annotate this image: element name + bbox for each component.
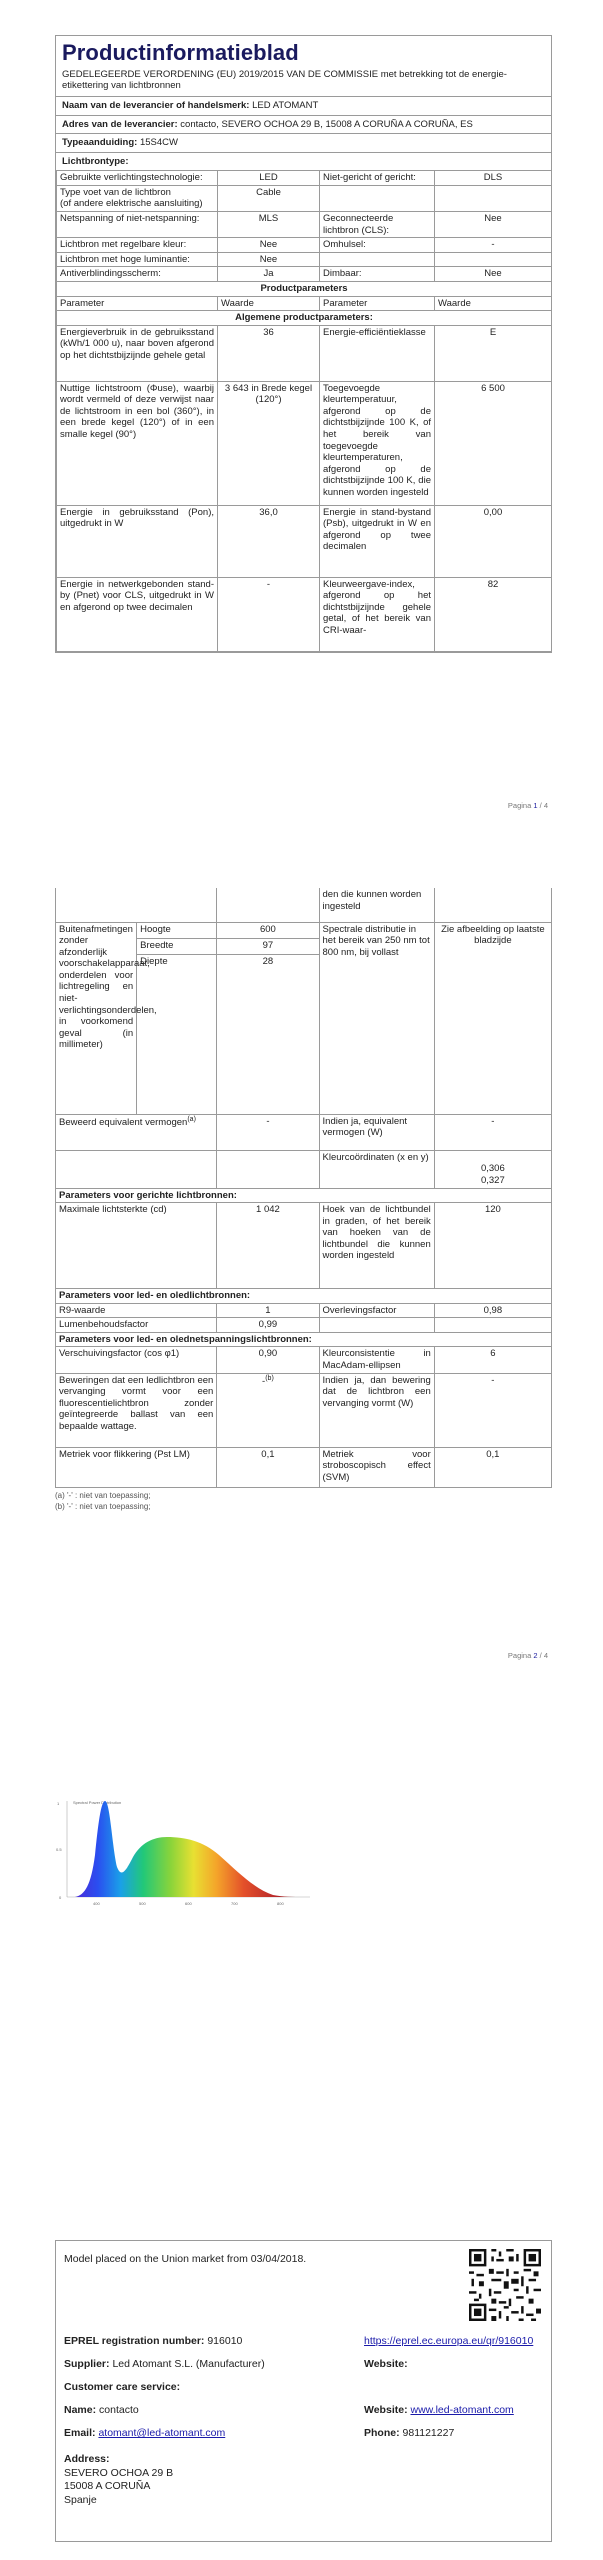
eprel-label: EPREL registration number:: [64, 2335, 205, 2347]
name-value: contacto: [99, 2404, 139, 2416]
supplier-label: Naam van de leverancier of handelsmerk:: [62, 99, 250, 111]
parameters-table-continued: [55, 888, 552, 1488]
chromaticity-y: 0,327: [480, 1174, 505, 1186]
x-tick: 800: [277, 1901, 284, 1906]
cell-value: 0,00: [435, 505, 552, 577]
page-current: 1: [533, 801, 538, 810]
cell-label: Nuttige lichtstroom (Φuse), waarbij wordt vermeld of deze verwijst naar de lichtstroom in een bol (360°), in een brede kegel (120°) of in een smalle kegel (90°): [57, 381, 218, 505]
cap-label: Type voet van de lichtbron: [60, 186, 171, 198]
contact-name: [64, 2404, 139, 2417]
chromaticity-label: Kleurcoördinaten (x en y): [319, 1150, 434, 1188]
width-label: Breedte: [137, 938, 217, 954]
cap-label-2: (of andere elektrische aansluiting): [60, 198, 203, 210]
col-header-value: Waarde: [218, 296, 320, 311]
cell-label: Maximale lichtsterkte (cd): [56, 1203, 217, 1289]
cell-label: Gebruikte verlichtingstechnologie:: [57, 171, 218, 186]
cell-empty: [320, 185, 435, 211]
cell-value: 3 643 in Brede kegel (120°): [218, 381, 320, 505]
cell-value: 0,1: [434, 1447, 551, 1487]
address-row: [56, 116, 551, 135]
eq-label-text: Beweerd equivalent vermogen: [59, 1116, 188, 1128]
cell-value: Ja: [218, 267, 320, 282]
col-header-parameter: Parameter: [57, 296, 218, 311]
x-tick: 600: [185, 1901, 192, 1906]
address-value: contacto, SEVERO OCHOA 29 B, 15008 A CORUÑA A CORUÑA, ES: [180, 118, 473, 130]
col-header-value: Waarde: [435, 296, 552, 311]
cell-label: Kleurweergave-index, afgerond op het dichtstbijzijnde gehele getal, of het bereik van CRI-waar-: [320, 577, 435, 651]
cell-label: Energieverbruik in de gebruiksstand (kWh/1 000 u), naar boven afgerond op het dichtstbijzijnde gehele getal: [57, 325, 218, 381]
cell-label: Indien ja, equivalent vermogen (W): [319, 1114, 434, 1150]
cell-empty: [56, 888, 217, 922]
x-tick: 400: [93, 1901, 100, 1906]
cell-value: [217, 1373, 319, 1447]
supplier-website: [364, 2358, 408, 2371]
website-link[interactable]: www.led-atomant.com: [410, 2404, 514, 2416]
website-label: Website:: [364, 2358, 408, 2370]
cell-value: Nee: [435, 212, 552, 238]
spectrum-curve: [75, 1801, 303, 1897]
page-total: 4: [543, 1651, 548, 1660]
cell-label: Dimbaar:: [320, 267, 435, 282]
model-value: 15S4CW: [139, 137, 178, 149]
cell-empty: [56, 1150, 217, 1188]
cell-label: Energie in stand-bystand (Psb), uitgedrukt in W en afgerond op twee decimalen: [320, 505, 435, 577]
phone-value: 981121227: [402, 2427, 455, 2439]
page-label: Pagina: [507, 801, 532, 810]
replacement-footnote-ref: (b): [265, 1374, 274, 1382]
x-tick: 700: [231, 1901, 238, 1906]
cell-label: Antiverblindingsscherm:: [57, 267, 218, 282]
led-section-header: Parameters voor led- en oledlichtbronnen:: [56, 1289, 552, 1304]
light-type-row: [56, 153, 551, 171]
model-row: [56, 134, 551, 153]
page-number: [508, 1651, 548, 1660]
cell-empty: [319, 1318, 434, 1333]
care-website: [364, 2404, 514, 2417]
cell-value: 36,0: [218, 505, 320, 577]
y-tick: 0.5: [56, 1847, 62, 1852]
cell-label: Omhulsel:: [320, 238, 435, 253]
cell-empty: [217, 888, 319, 922]
page-number: [508, 801, 548, 810]
cell-empty: [217, 1150, 319, 1188]
cell-value: DLS: [435, 171, 552, 186]
page-separator: /: [539, 1651, 542, 1660]
cell-label: Geconnecteerde lichtbron (CLS):: [320, 212, 435, 238]
contact-address: [64, 2453, 173, 2508]
cell-label: Kleurconsistentie in MacAdam-ellipsen: [319, 1347, 434, 1373]
cell-value: Nee: [218, 252, 320, 267]
cell-value: 120: [434, 1203, 551, 1289]
cell-label: Netspanning of niet-netspanning:: [57, 212, 218, 238]
address-line: 15008 A CORUÑA: [64, 2480, 151, 2493]
website2-label: Website:: [364, 2404, 408, 2416]
placed-on-market: Model placed on the Union market from 03/04/2018.: [64, 2253, 307, 2265]
x-tick: 500: [139, 1901, 146, 1906]
cell-value: 36: [218, 325, 320, 381]
cell-value: -: [434, 1373, 551, 1447]
height-value: 600: [217, 922, 319, 938]
cell-label: Energie in netwerkgebonden stand-by (Pnet) voor CLS, uitgedrukt in W en afgerond op twee decimalen: [57, 577, 218, 651]
height-label: Hoogte: [137, 922, 217, 938]
cell-label: Metriek voor flikkering (Pst LM): [56, 1447, 217, 1487]
cell-label: Lichtbron met regelbare kleur:: [57, 238, 218, 253]
datasheet-page-2: [55, 888, 552, 1514]
product-parameters-header: Productparameters: [57, 281, 552, 296]
cell-label: [57, 185, 218, 211]
contact-phone: [364, 2427, 454, 2440]
cell-empty: [435, 252, 552, 267]
y-tick: 0: [59, 1895, 62, 1900]
chromaticity-x: 0,306: [480, 1163, 505, 1175]
directional-section-header: Parameters voor gerichte lichtbronnen:: [56, 1188, 552, 1203]
supplier-row: [56, 97, 551, 116]
cell-empty: [434, 888, 551, 922]
eprel-info-page: [55, 2240, 552, 2542]
page-total: 4: [543, 801, 548, 810]
light-type-table: [56, 170, 552, 651]
equivalent-power-label: [56, 1114, 217, 1150]
page-current: 2: [533, 1651, 538, 1660]
spectral-distribution-image: [55, 1795, 315, 1915]
address-line: SEVERO OCHOA 29 B: [64, 2466, 174, 2479]
contact-email: [64, 2427, 225, 2440]
equivalent-power-value: -: [217, 1114, 319, 1150]
cell-label: Metriek voor stroboscopisch effect (SVM): [319, 1447, 434, 1487]
cell-value: Nee: [218, 238, 320, 253]
address-label: Adres van de leverancier:: [62, 118, 178, 130]
width-value: 97: [217, 938, 319, 954]
cell-label: Niet-gericht of gericht:: [320, 171, 435, 186]
cell-value: -: [435, 238, 552, 253]
eprel-value: 916010: [207, 2335, 243, 2347]
cell-value: 0,90: [217, 1347, 319, 1373]
email-link[interactable]: atomant@led-atomant.com: [98, 2427, 226, 2439]
general-parameters-header: Algemene productparameters:: [57, 311, 552, 326]
cell-value: E: [435, 325, 552, 381]
eprel-link[interactable]: https://eprel.ec.europa.eu/qr/916010: [364, 2335, 534, 2347]
mains-section-header: Parameters voor led- en olednetspanningslichtbronnen:: [56, 1332, 552, 1347]
cell-label: Lumenbehoudsfactor: [56, 1318, 217, 1333]
cell-value: LED: [218, 171, 320, 186]
depth-label: Diepte: [137, 954, 217, 1114]
supplier-value: Led Atomant S.L. (Manufacturer): [112, 2358, 265, 2370]
cell-label: R9-waarde: [56, 1303, 217, 1318]
cell-empty: [320, 252, 435, 267]
supplier-label: Supplier:: [64, 2358, 110, 2370]
replacement-value: -: [262, 1375, 266, 1387]
cell-value: -: [218, 577, 320, 651]
eprel-info-box: [55, 2240, 552, 2542]
cell-empty: [435, 185, 552, 211]
cell-label: Energie-efficiëntieklasse: [320, 325, 435, 381]
eprel-registration: [64, 2335, 242, 2348]
customer-care-label: Customer care service:: [64, 2381, 181, 2393]
cell-value: 0,1: [217, 1447, 319, 1487]
cell-label: Lichtbron met hoge luminantie:: [57, 252, 218, 267]
cell-label: Overlevingsfactor: [319, 1303, 434, 1318]
cell-value: 0,99: [217, 1318, 319, 1333]
address-label: Address:: [64, 2453, 110, 2465]
qr-code-icon[interactable]: [469, 2249, 541, 2321]
cell-value: 82: [435, 577, 552, 651]
cell-label: Toegevoegde kleurtemperatuur, afgerond op de dichtstbijzijnde 100 K, of het bereik van toegevoegde kleurtemperaturen, afgerond op de dichtstbijzijnde 100 K, die kunnen worden ingesteld: [320, 381, 435, 505]
cell-value: -: [434, 1114, 551, 1150]
cell-value: 1: [217, 1303, 319, 1318]
footnotes: [55, 1491, 552, 1513]
supplier-value: LED ATOMANT: [252, 99, 319, 111]
col-header-parameter: Parameter: [320, 296, 435, 311]
depth-value: 28: [217, 954, 319, 1114]
cell-label: Energie in gebruiksstand (Pon), uitgedrukt in W: [57, 505, 218, 577]
supplier-info: [64, 2358, 265, 2371]
footnote-b: (b) '-' : niet van toepassing;: [55, 1502, 151, 1512]
page-title: Productinformatieblad: [62, 40, 299, 65]
y-tick: 1: [57, 1801, 60, 1806]
light-type-header: Lichtbrontype:: [62, 155, 129, 167]
page-label: Pagina: [507, 1651, 532, 1660]
chromaticity-value: [434, 1150, 551, 1188]
eq-footnote-ref: (a): [187, 1115, 196, 1123]
cell-value: 1 042: [217, 1203, 319, 1289]
cell-empty: [434, 1318, 551, 1333]
footnote-a: (a) '-' : niet van toepassing;: [55, 1490, 151, 1500]
customer-care-header: [64, 2381, 180, 2394]
page-separator: /: [539, 801, 542, 810]
datasheet-page-1: [55, 35, 552, 653]
cell-value: 6: [434, 1347, 551, 1373]
address-line: Spanje: [64, 2493, 97, 2506]
cell-label: Indien ja, dan bewering dat de lichtbron een vervanging vormt (W): [319, 1373, 434, 1447]
email-label: Email:: [64, 2427, 96, 2439]
cell-label: den die kunnen worden ingesteld: [319, 888, 434, 922]
model-label: Typeaanduiding:: [62, 137, 138, 149]
cell-value: Nee: [435, 267, 552, 282]
spd-label: Spectrale distributie in het bereik van 250 nm tot 800 nm, bij vollast: [319, 922, 434, 1114]
cell-value: 6 500: [435, 381, 552, 505]
cell-label: Beweringen dat een ledlichtbron een vervanging vormt voor een fluorescentielichtbron zonder geïntegreerde ballast van een bepaalde wattage.: [56, 1373, 217, 1447]
cell-label: Hoek van de lichtbundel in graden, of het bereik van hoeken van de lichtbundel die kunnen worden ingesteld: [319, 1203, 434, 1289]
spd-value: Zie afbeelding op laatste bladzijde: [434, 922, 551, 1114]
dimensions-label: Buitenafmetingen zonder afzonderlijk voorschakelapparaat, onderdelen voor lichtregeling en niet-verlichtingsonderdelen, in voorkomend geval (in millimeter): [56, 922, 137, 1114]
phone-label: Phone:: [364, 2427, 400, 2439]
cell-label: Verschuivingsfactor (cos φ1): [56, 1347, 217, 1373]
cell-value: Cable: [218, 185, 320, 211]
name-label: Name:: [64, 2404, 97, 2416]
cell-value: 0,98: [434, 1303, 551, 1318]
spectrum-title: Spectral Power Distribution: [73, 1800, 122, 1805]
regulation-subtitle: GEDELEGEERDE VERORDENING (EU) 2019/2015 VAN DE COMMISSIE met betrekking tot de energie-etikettering van lichtbronnen: [56, 69, 551, 97]
cell-value: MLS: [218, 212, 320, 238]
